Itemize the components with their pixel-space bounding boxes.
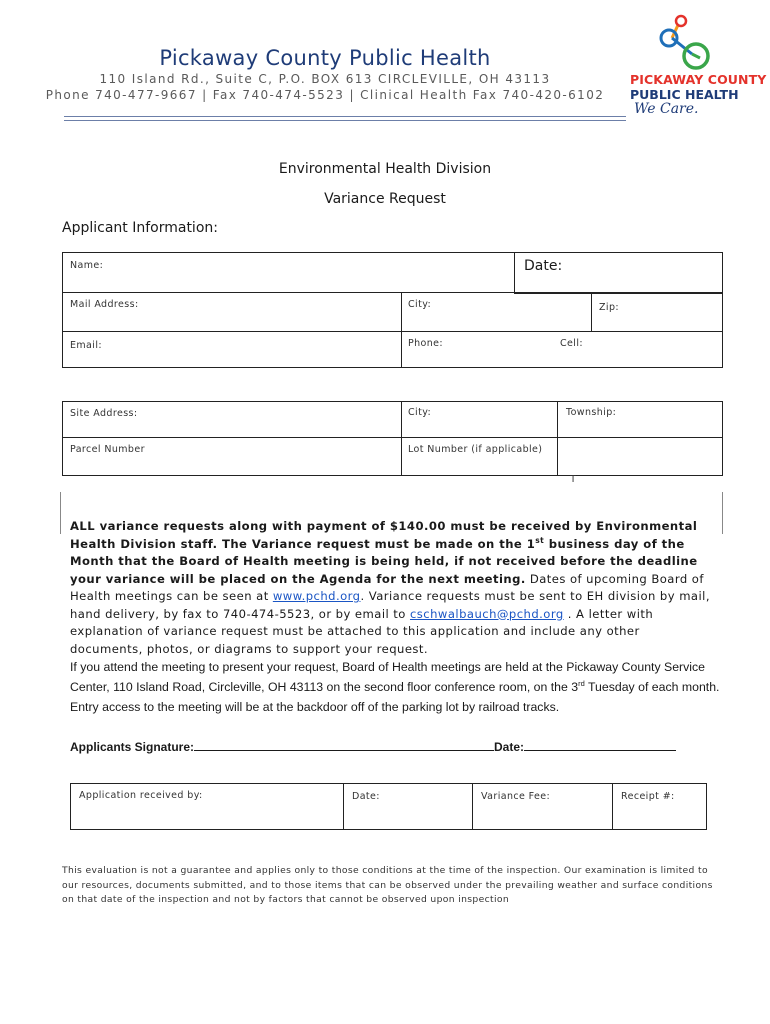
logo-line-2: PUBLIC HEALTH xyxy=(630,87,739,102)
logo-wordmark xyxy=(630,72,766,102)
applicant-section-heading: Applicant Information: xyxy=(62,220,218,236)
site-table xyxy=(62,401,723,476)
variance-fee-field[interactable]: Variance Fee: xyxy=(481,791,551,802)
table-divider xyxy=(62,292,723,293)
parcel-number-field[interactable]: Parcel Number xyxy=(70,444,145,455)
logo-line-1: PICKAWAY COUNTY xyxy=(630,72,767,87)
org-name: Pickaway County Public Health xyxy=(159,46,491,70)
form-title: Variance Request xyxy=(324,191,446,207)
email-field[interactable]: Email: xyxy=(70,340,102,351)
org-address: 110 Island Rd., Suite C, P.O. BOX 613 CIRCLEVILLE, OH 43113 xyxy=(99,72,551,86)
signature-field[interactable] xyxy=(194,739,494,751)
disclaimer-text: This evaluation is not a guarantee and applies only to those conditions at the time of the inspection. Our examination is limited to our resources, documents submitted, and to those items that can be observed under the prevailing weather and surface conditions on that date of the inspection and not by factors that cannot be observed upon inspection xyxy=(62,865,713,905)
table-divider xyxy=(612,783,613,830)
received-by-field[interactable]: Application received by: xyxy=(79,790,203,801)
table-divider xyxy=(591,292,592,331)
table-divider xyxy=(401,401,402,476)
org-phones: Phone 740-477-9667 | Fax 740-474-5523 | Clinical Health Fax 740-420-6102 xyxy=(45,88,605,102)
signature-line xyxy=(70,739,676,754)
stray-mark: T xyxy=(570,474,577,485)
mail-address-field[interactable]: Mail Address: xyxy=(70,299,139,310)
receipt-number-field[interactable]: Receipt #: xyxy=(621,791,675,802)
table-divider xyxy=(62,437,723,438)
meeting-paragraph: If you attend the meeting to present your request, Board of Health meetings are held at the Pickaway County Service Center, 110 Island Road, Circleville, OH 43113 on the second floor conference room, on the 3rd Tuesday of each month. Entry access to the meeting will be at the backdoor off of the parking lot by railroad tracks. xyxy=(70,660,720,714)
logo-tagline: We Care. xyxy=(634,101,699,117)
office-date-field[interactable]: Date: xyxy=(352,791,380,802)
header-rule-bottom xyxy=(64,120,626,121)
site-city-field[interactable]: City: xyxy=(408,407,432,418)
right-margin-bar xyxy=(722,492,723,534)
phone-field[interactable]: Phone: xyxy=(408,338,444,349)
table-divider xyxy=(401,292,402,368)
deadline-text: ALL variance requests along with payment of $140.00 must be received by Environmental Health Division staff. The Variance request must be made on the 1st business day of the Month that the Board of Health meeting is being held, if not received before the deadline your variance will be placed on the Agenda for the next meeting. xyxy=(70,519,698,586)
table-divider xyxy=(343,783,344,830)
signature-date-label: Date: xyxy=(494,740,525,754)
division-title: Environmental Health Division xyxy=(278,161,492,177)
cell-field[interactable]: Cell: xyxy=(560,338,583,349)
left-margin-bar xyxy=(60,492,61,534)
email-link[interactable]: cschwalbauch@pchd.org xyxy=(409,606,564,621)
zip-field[interactable]: Zip: xyxy=(599,302,619,313)
table-divider xyxy=(472,783,473,830)
signature-date-field[interactable] xyxy=(524,739,676,751)
table-divider xyxy=(557,401,558,476)
signature-label: Applicants Signature: xyxy=(70,740,195,754)
instructions-paragraph: ALL variance requests along with payment of $140.00 must be received by Environmental Health Division staff. The Variance request must be made on the 1st business day of the Month that the Board of Health meeting is being held, if not received before the deadline your variance will be placed on the Agenda for the next meeting. Dates of upcoming Board of Health meetings can be seen at www.pchd.org. Variance requests must be sent to EH division by mail, hand delivery, by fax to 740-474-5523, or by email to cschwalbauch@pchd.org . A letter with explanation of variance request must be attached to this application and include any other documents, photos, or diagrams to support your request. xyxy=(70,519,710,656)
lot-number-field[interactable]: Lot Number (if applicable) xyxy=(408,444,543,455)
township-field[interactable]: Township: xyxy=(566,407,617,418)
header-rule-top xyxy=(64,116,626,117)
name-field[interactable]: Name: xyxy=(70,260,104,271)
city-field[interactable]: City: xyxy=(408,299,432,310)
date-field-label: Date: xyxy=(524,258,563,274)
table-divider xyxy=(62,331,723,332)
website-link[interactable]: www.pchd.org xyxy=(272,589,361,603)
site-address-field[interactable]: Site Address: xyxy=(70,408,138,419)
